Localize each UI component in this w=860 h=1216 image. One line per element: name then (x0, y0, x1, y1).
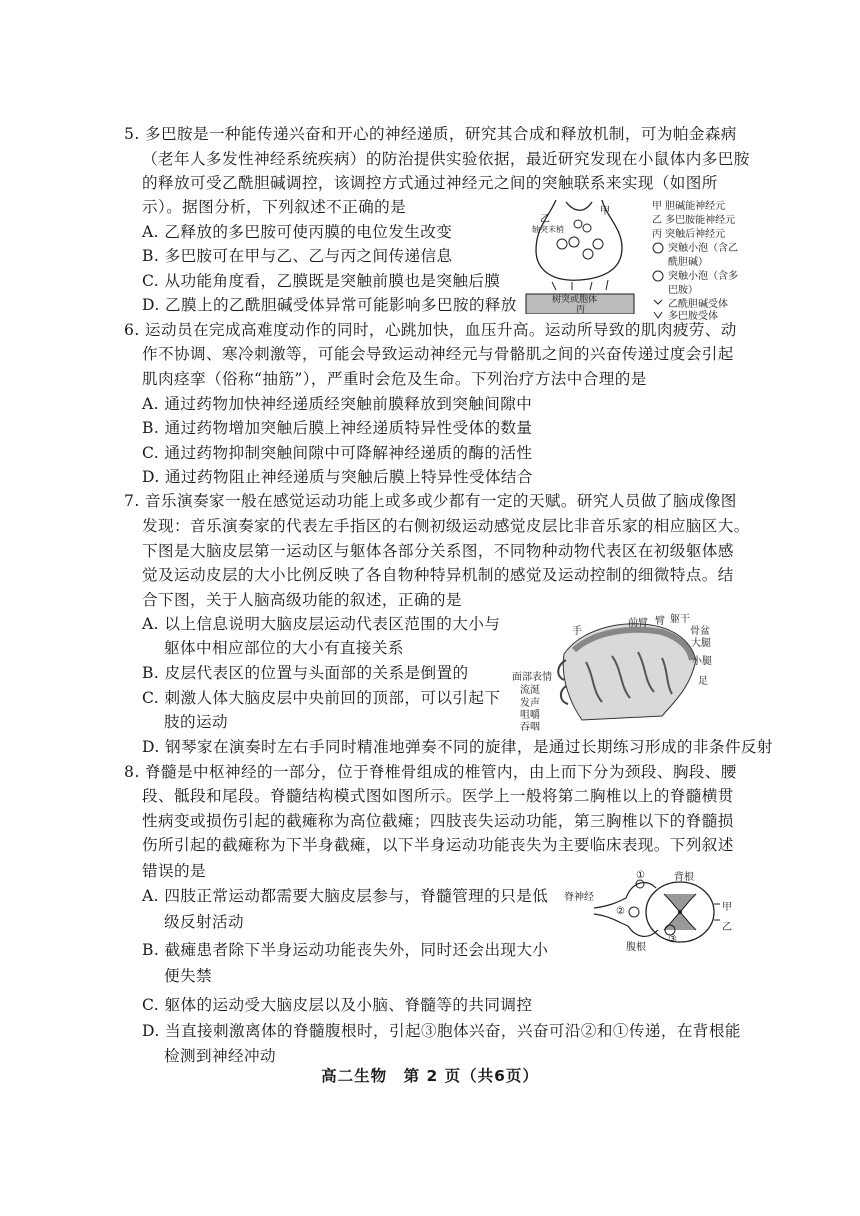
legend-vesicle-da-2: 巴胺） (668, 285, 698, 296)
q6-option-c: C. 通过药物抑制突触间隙中可降解神经递质的酶的活性 (142, 444, 533, 462)
spinal-cord-diagram (564, 868, 734, 952)
label-circle-1: ① (636, 870, 645, 881)
q8-stem-line-1: 8. 脊髓是中枢神经的一部分，位于脊椎骨组成的椎管内，由上而下分为颈段、胸段、腰 (124, 763, 737, 781)
q7-option-a-line-2: 躯体中相应部位的大小有直接关系 (164, 639, 404, 657)
q6-option-b: B. 通过药物增加突触后膜上神经递质特异性受体的数量 (142, 419, 533, 437)
q5-option-a: A. 乙释放的多巴胺可使丙膜的电位发生改变 (142, 223, 453, 241)
label-circle-2: ② (616, 906, 625, 917)
label-chewing: 咀嚼 (520, 710, 540, 721)
q5-stem-line-3: 的释放可受乙酰胆碱调控，该调控方式通过神经元之间的突触联系来实现（如图所 (142, 174, 718, 192)
label-swallowing: 吞咽 (520, 722, 540, 733)
q8-option-a-line-2: 级反射活动 (164, 913, 244, 931)
label-pelvis: 骨盆 (690, 626, 710, 637)
label-foot: 足 (698, 676, 708, 687)
q6-option-a: A. 通过药物加快神经递质经突触前膜释放到突触间隙中 (142, 395, 533, 413)
legend-bing: 丙 突触后神经元 (652, 229, 726, 240)
label-shank: 小腿 (692, 656, 712, 667)
q6-stem-line-3: 肌肉痉挛（俗称“抽筋”），严重时会危及生命。下列治疗方法中合理的是 (142, 370, 647, 388)
q7-stem-line-2: 发现：音乐演奏家的代表左手指区的右侧初级运动感觉皮层比非音乐家的相应脑区大。 (142, 517, 750, 535)
q5-stem-line-2: （老年人多发性神经系统疾病）的防治提供实验依据，最近研究发现在小鼠体内多巴胺 (142, 150, 750, 168)
label-yi: 乙 (722, 922, 732, 933)
q8-option-d-line-2: 检测到神经冲动 (164, 1047, 276, 1065)
label-trunk: 躯干 (670, 614, 690, 625)
legend-vesicle-da-1: 突触小泡（含多 (668, 271, 738, 282)
q7-option-b: B. 皮层代表区的位置与头面部的关系是倒置的 (142, 664, 469, 682)
q5-stem-line-4: 示）。据图分析，下列叙述不正确的是 (142, 198, 407, 216)
label-phonation: 发声 (520, 698, 540, 709)
q8-stem-line-2: 段、骶段和尾段。脊髓结构模式图如图所示。医学上一般将第二胸椎以上的脊髓横贯 (142, 787, 734, 805)
synapse-legend (652, 200, 752, 320)
label-face: 面部表情 (512, 672, 552, 683)
label-hand: 手 (572, 626, 582, 637)
label-bing: 丙 (576, 305, 586, 315)
label-axon-terminal: 轴突末梢 (532, 225, 564, 234)
label-dendrite: 树突或胞体 (552, 295, 598, 305)
q5-option-c: C. 从功能角度看，乙膜既是突触前膜也是突触后膜 (142, 272, 501, 290)
legend-vesicle-ach-2: 酰胆碱） (668, 257, 708, 268)
legend-ach-receptor: 乙酰胆碱受体 (668, 299, 728, 310)
label-jia: 甲 (600, 206, 610, 217)
label-salivation: 流涎 (520, 685, 540, 696)
page-footer: 高二生物 第 2 页（共6页） (321, 1067, 539, 1085)
q7-stem-line-4: 觉及运动皮层的大小比例反映了各自物种特异机制的感觉及运动控制的细微特点。结 (142, 566, 734, 584)
q8-option-c: C. 躯体的运动受大脑皮层以及小脑、脊髓等的共同调控 (142, 996, 533, 1014)
q7-option-c-line-2: 肢的运动 (164, 713, 228, 731)
label-circle-3: ③ (668, 934, 677, 945)
q6-stem-line-1: 6. 运动员在完成高难度动作的同时，心跳加快，血压升高。运动所导致的肌肉疲劳、动 (124, 321, 737, 339)
label-thigh: 大腿 (691, 638, 711, 649)
q5-option-b: B. 多巴胺可在甲与乙、乙与丙之间传递信息 (142, 247, 453, 265)
label-forearm: 前臂 (628, 618, 648, 629)
q7-stem-line-3: 下图是大脑皮层第一运动区与躯体各部分关系图，不同物种动物代表区在初级躯体感 (142, 542, 734, 560)
label-yi: 乙 (540, 214, 550, 225)
q7-option-c-line-1: C. 刺激人体大脑皮层中央前回的顶部，可以引起下 (142, 689, 501, 707)
q6-option-d: D. 通过药物阻止神经递质与突触后膜上特异性受体结合 (142, 468, 533, 486)
q8-stem-line-5: 错误的是 (142, 862, 206, 880)
legend-jia: 甲 胆碱能神经元 (652, 201, 726, 212)
synapse-diagram (522, 198, 638, 314)
q7-option-a-line-1: A. 以上信息说明大脑皮层运动代表区范围的大小与 (142, 615, 501, 633)
q8-option-a-line-1: A. 四肢正常运动都需要大脑皮层参与，脊髓管理的只是低 (142, 887, 549, 905)
q7-stem-line-1: 7. 音乐演奏家一般在感觉运动功能上或多或少都有一定的天赋。研究人员做了脑成像图 (124, 492, 737, 510)
legend-da-receptor: 多巴胺受体 (668, 311, 718, 322)
q7-stem-line-5: 合下图，关于人脑高级功能的叙述，正确的是 (142, 591, 462, 609)
label-arm: 臂 (655, 616, 665, 627)
motor-cortex-diagram (512, 610, 714, 733)
q8-option-b-line-2: 便失禁 (164, 967, 212, 985)
q8-option-b-line-1: B. 截瘫患者除下半身运动功能丧失外，同时还会出现大小 (142, 941, 549, 959)
q5-option-d: D. 乙膜上的乙酰胆碱受体异常可能影响多巴胺的释放 (142, 296, 517, 314)
legend-vesicle-ach-1: 突触小泡（含乙 (668, 243, 738, 254)
legend-yi: 乙 多巴胺能神经元 (652, 215, 736, 226)
q5-stem-line-1: 5. 多巴胺是一种能传递兴奋和开心的神经递质，研究其合成和释放机制，可为帕金森病 (124, 125, 737, 143)
q6-stem-line-2: 作不协调、寒冷刺激等，可能会导致运动神经元与骨骼肌之间的兴奋传递过度会引起 (142, 345, 734, 363)
q8-stem-line-3: 性病变或损伤引起的截瘫称为高位截瘫；四肢丧失运动功能，第三胸椎以下的脊髓损 (142, 812, 734, 830)
q8-stem-line-4: 伤所引起的截瘫称为下半身截瘫，以下半身运动功能丧失为主要临床表现。下列叙述 (142, 836, 734, 854)
label-dorsal-root: 背根 (674, 872, 694, 883)
label-jia: 甲 (722, 902, 732, 913)
q7-option-d: D. 钢琴家在演奏时左右手同时精准地弹奏不同的旋律，是通过长期练习形成的非条件反射 (142, 738, 773, 756)
label-spinal-nerve: 脊神经 (564, 892, 594, 903)
q8-option-d-line-1: D. 当直接刺激离体的脊髓腹根时，引起③胞体兴奋，兴奋可沿②和①传递，在背根能 (142, 1022, 741, 1040)
label-ventral-root: 腹根 (626, 942, 646, 953)
